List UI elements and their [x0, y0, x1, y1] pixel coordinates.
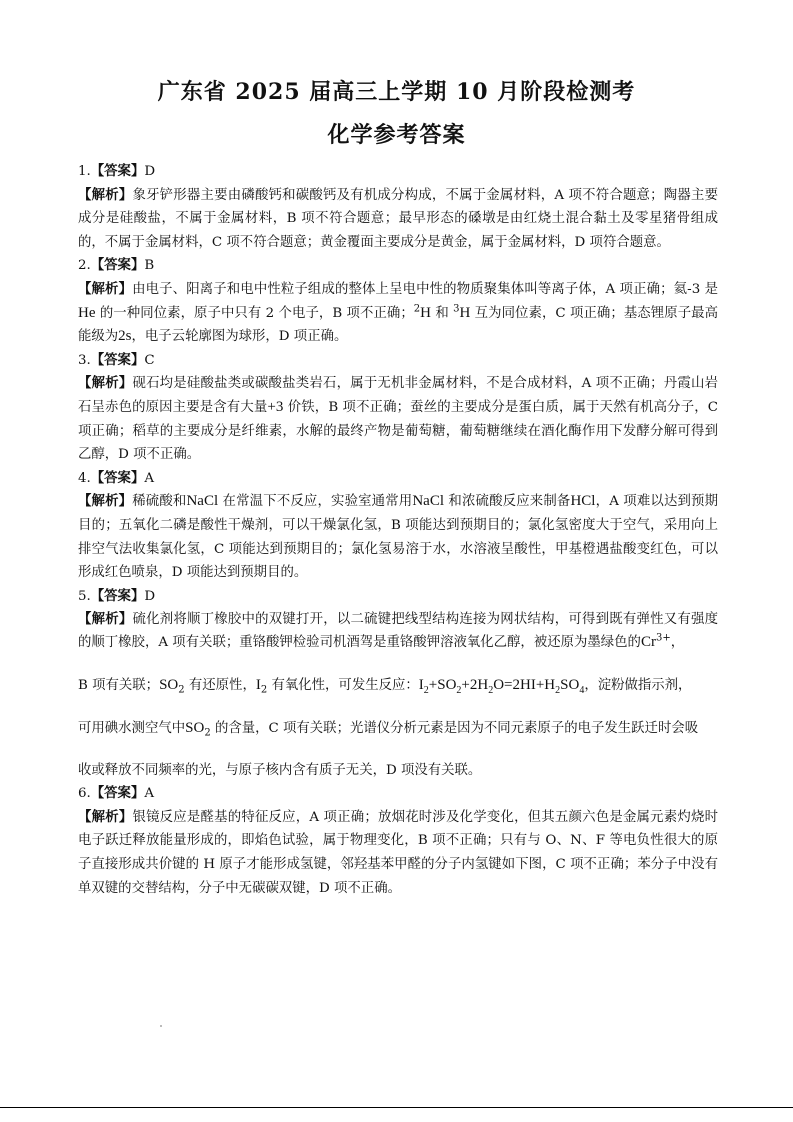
- q1-number: 1.: [78, 164, 91, 179]
- analysis-label: 【解析】: [78, 611, 133, 628]
- hydrogen-symbol: H: [459, 304, 471, 321]
- equation-part: I: [418, 677, 424, 694]
- analysis-label: 【解析】: [78, 186, 133, 203]
- answer-label: 【答案】: [90, 587, 145, 604]
- q3-analysis: [78, 372, 718, 466]
- subscript: 2: [488, 685, 494, 697]
- answer-label: 【答案】: [90, 257, 145, 274]
- formula-hcl: HCl: [570, 493, 596, 510]
- subscript: 2: [456, 685, 462, 697]
- q5-answer-line: [78, 585, 718, 609]
- answer-label: 【答案】: [90, 163, 145, 179]
- q6-analysis-text: 银镜反应是醛基的特征反应，A 项正确；放烟花时涉及化学变化，但其五颜六色是金属元素灼烧时电子跃迁释放能量形成的，即焰色试验，属于物理变化，B 项不正确；只有与 O、N、F 等电负性很大的原子直接形成共价键的 H 原子才能形成氢键，邻羟基苯甲醛的分子内氢键如下图，C 项不正确；苯分子中没有单双键的交替结构，分子中无碳碳双键，D 项不正确。: [78, 809, 718, 896]
- document-subtitle: 化学参考答案: [327, 122, 466, 148]
- oxidation-state: +3: [267, 398, 284, 415]
- q3-text: 砚石均是硅酸盐类或碳酸盐类岩石，属于无机非金属材料，不是合成材料，A 项不正确；丹霞山岩石呈赤色的原因主要是含有大量: [78, 376, 718, 415]
- q5-line: [78, 608, 718, 654]
- q2-text: 互为同位素，C 项正确；基态锂原子最高能级为: [78, 305, 719, 345]
- q5-number: 5.: [78, 588, 91, 604]
- q5-text: 硫化剂将顺丁橡胶中的双键打开，以二硫键把线型结构连接为网状结构，可得到既有弹性又有强度的顺丁橡胶，A 项有关联；重铬酸钾检验司机酒驾是重铬酸钾溶液氧化乙醇，被还原为墨绿色的: [78, 612, 719, 651]
- q5-text: B 项有关联；: [78, 678, 160, 694]
- q4-text: 稀硫酸和: [132, 494, 187, 510]
- q4-text: 和浓硫酸反应来制备: [444, 494, 571, 510]
- answer-label: 【答案】: [90, 785, 145, 802]
- q5-text: ，淀粉做指示剂，: [584, 678, 692, 694]
- q2-answer: B: [144, 258, 155, 274]
- q5-answer: D: [144, 588, 156, 604]
- subscript: 4: [579, 685, 585, 697]
- q4-text: 在常温下不反应，实验室通常用: [218, 494, 413, 510]
- equation-part: +2H: [461, 677, 489, 694]
- q6-analysis: [78, 806, 718, 900]
- q4-text: ，A 项难以达到预期目的；五氧化二磷是酸性干燥剂，可以干燥氯化氢，B 项能达到预期目的；氯化氢密度大于空气，采用向上排空气法收集氯化氢，C 项能达到预期目的；氯化氢易溶于水，水溶液呈酸性，甲基橙遇盐酸变红色，可以形成红色喷泉，D 项能达到预期目的。: [78, 494, 719, 581]
- q2-text: 的一种同位素，原子中只有 2 个电子，B 项不正确；: [95, 305, 414, 321]
- q1-analysis-text: 象牙铲形器主要由磷酸钙和碳酸钙及有机成分构成，不属于金属材料，A 项不符合题意；陶器主要成分是硅酸盐，不属于金属材料，B 项不符合题意；最早形态的磉墩是由红烧土混合黏土及零星猪骨组成的，不属于金属材料，C 项不符合题意；黄金覆面主要成分是黄金，属于金属材料，D 项符合题意。: [78, 187, 718, 250]
- answer-label: 【答案】: [90, 351, 145, 368]
- orbital-2s: 2s: [118, 328, 132, 345]
- q3-answer-line: [78, 349, 718, 373]
- subscript: 2: [260, 684, 268, 696]
- q2-analysis: [78, 278, 718, 349]
- formula-so2: SO: [159, 677, 179, 694]
- q1-answer-line: [78, 160, 718, 184]
- analysis-label: 【解析】: [78, 375, 133, 392]
- subscript: 2: [555, 685, 561, 697]
- q5-analysis: [78, 608, 718, 782]
- equation-part: +SO: [428, 677, 457, 694]
- isotope-mass-3: 3: [453, 303, 460, 315]
- document-title: 广东省 2025 届高三上学期 10 月阶段检测考: [157, 79, 636, 105]
- q5-text: ，: [670, 635, 685, 651]
- q1-answer: D: [144, 164, 156, 179]
- q5-text: 收或释放不同频率的光，与原子核内含有质子无关，D 项没有关联。: [78, 763, 482, 779]
- scan-speck: [160, 1025, 162, 1027]
- q5-line: [78, 717, 718, 740]
- q4-answer-line: [78, 467, 718, 491]
- analysis-label: 【解析】: [78, 808, 133, 825]
- q6-number: 6.: [78, 786, 91, 802]
- q6-answer-line: [78, 782, 718, 806]
- analysis-label: 【解析】: [78, 493, 133, 510]
- formula-nacl: NaCl: [186, 493, 219, 510]
- reaction-equation: [418, 677, 585, 697]
- isotope-mass-2: 2: [413, 303, 421, 315]
- q2-text: 由电子、阳离子和电中性粒子组成的整体上呈电中性的物质聚集体叫等离子体，A 项正确；氦-3 是: [132, 281, 718, 297]
- hydrogen-symbol: H: [420, 304, 431, 321]
- subscript: 2: [204, 727, 211, 739]
- helium-symbol: He: [78, 304, 96, 321]
- q5-line: [78, 674, 718, 697]
- q5-text: 有氧化性，可发生反应：: [267, 678, 419, 694]
- q2-text: 和: [431, 305, 454, 321]
- q5-text: 的含量，C 项有关联；光谱仪分析元素是因为不同元素原子的电子发生跃迁时会吸: [210, 721, 699, 737]
- q5-text: 可用碘水测空气中: [78, 721, 186, 737]
- formula-i2: I: [255, 677, 261, 694]
- q5-text: 有还原性，: [184, 678, 256, 694]
- q4-number: 4.: [78, 470, 91, 486]
- ion-charge: 3+: [655, 632, 671, 644]
- equation-part: SO: [560, 677, 580, 694]
- subscript: 2: [423, 685, 429, 697]
- q5-line: [78, 760, 718, 782]
- q2-number: 2.: [78, 258, 91, 274]
- q4-answer: A: [144, 470, 155, 486]
- q1-analysis: [78, 184, 718, 255]
- formula-so2: SO: [185, 720, 205, 737]
- analysis-label: 【解析】: [78, 280, 133, 297]
- q2-text: ，电子云轮廓图为球形，D 项正确。: [131, 329, 348, 345]
- formula-nacl: NaCl: [412, 493, 445, 510]
- subscript: 2: [178, 684, 185, 696]
- page-bottom-rule: [0, 1107, 793, 1108]
- q4-analysis: [78, 490, 718, 584]
- equation-part: O=2HI+H: [493, 677, 556, 694]
- q2-answer-line: [78, 254, 718, 278]
- q3-number: 3.: [78, 352, 91, 368]
- q3-text: 价铁，B 项不正确；蚕丝的主要成分是蛋白质，属于天然有机高分子，C 项正确；稻草的主要成分是纤维素，水解的最终产物是葡萄糖，葡萄糖继续在酒化酶作用下发酵分解可得到乙醇，D 项不正确。: [78, 399, 718, 463]
- chromium-ion: Cr: [640, 634, 656, 651]
- answer-content: [78, 160, 718, 900]
- answer-label: 【答案】: [90, 469, 145, 486]
- q6-answer: A: [144, 786, 155, 802]
- q3-answer: C: [144, 352, 155, 368]
